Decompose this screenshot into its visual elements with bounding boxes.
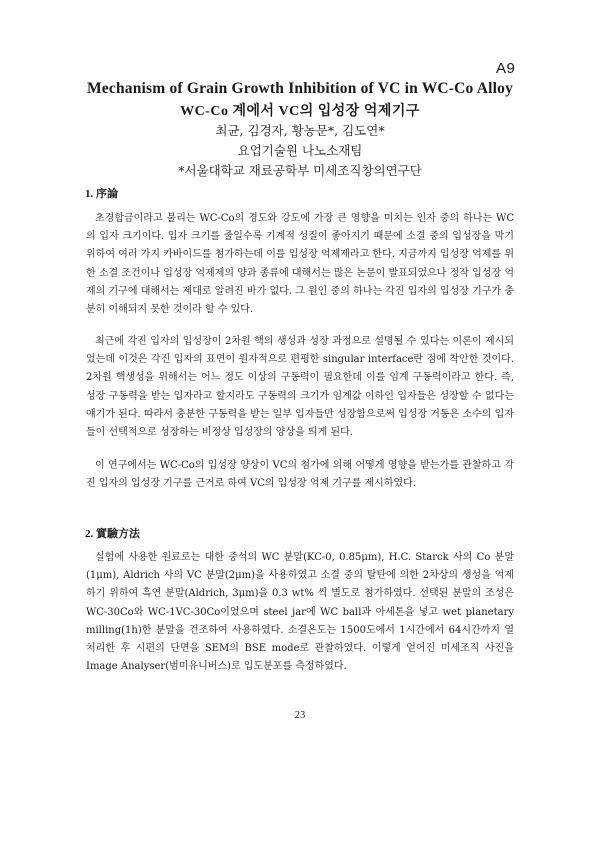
affiliation-1: 요업기술원 나노소재팀	[237, 143, 363, 158]
section-heading-methods: 2. 實驗方法	[85, 528, 140, 540]
title-korean: WC-Co 계에서 VC의 입성장 억제기구	[180, 104, 420, 119]
paragraph: 초경합금이라고 불리는 WC-Co의 경도와 강도에 가장 큰 영향을 미치는 인자 중의 하나는 WC의 입자 크기이다. 입자 크기를 줄일수록 기계적 성질이 좋아지기 때문에 소결 중의 입성장을 막기 위하여 여러 가지 카바이드를 첨가하는데 이를 입성장 억제제라고 한다. 지금까지 입성장 억제를 위한 소결 조건이나 입성장 억제제의 양과 종류에 대해서는 많은 논문이 발표되었으나 정작 입성장 억제의 기구에 대해서는 제대로 알려진 바가 없다. 그 원인 중의 하나는 각진 입자의 입성장 기구가 충분히 이해되지 못한 것이라 할 수 있다.	[86, 213, 514, 316]
affiliation-2: *서울대학교 재료공학부 미세조직창의연구단	[178, 163, 422, 178]
paragraph: 최근에 각진 입자의 입성장이 2차원 핵의 생성과 성장 과정으로 설명될 수 있다는 이론이 제시되었는데 이것은 각진 입자의 표면이 원자적으로 편평한 singular interface란 점에 착안한 것이다. 2차원 핵생성을 위해서는 어느 정도 이상의 구동력이 필요한데 이를 임계 구동력이라고 한다. 즉, 성장 구동력을 받는 입자라고 할지라도 구동력의 크기가 임계값 이하인 입자들은 성장할 수 없다는 얘기가 된다. 따라서 충분한 구동력을 받는 일부 입자들만 성장함으로써 입성장 거동은 소수의 입자들이 선택적으로 성장하는 비정상 입성장의 양상을 띄게 된다.	[86, 336, 514, 439]
section-heading-introduction: 1. 序論	[85, 188, 118, 200]
page-number: 23	[294, 710, 306, 721]
paragraph: 실험에 사용한 원료로는 대한 중석의 WC 분말(KC-0, 0.85μm), H.C. Starck 사의 Co 분말(1μm), Aldrich 사의 VC 분말(2μm)을 사용하였고 소결 중의 탈탄에 의한 2차상의 생성을 억제하기 위하여 흑연 분말(Aldrich, 3μm)을 0.3 wt% 씩 별도로 첨가하였다. 선택된 분말의 조성은 WC-30Co와 WC-1VC-30Co이었으며 steel jar에 WC ball과 아세톤을 넣고 wet planetary milling(1h)한 분말을 건조하여 사용하였다. 소결온도는 1500도에서 1시간에서 64시간까지 열처리한 후 시편의 단면을 SEM의 BSE mode로 관찰하였다. 이렇게 얻어진 미세조직 사진을 Image Analyser(범미유니버스)로 입도분포를 측정하였다.	[86, 552, 514, 673]
paragraph: 이 연구에서는 WC-Co의 입성장 양상이 VC의 첨가에 의해 어떻게 영향을 받는가를 관찰하고 각진 입자의 입성장 기구를 근거로 하여 VC의 입성장 억제 기구를 제시하였다.	[86, 460, 514, 490]
page-code: A9	[496, 60, 516, 77]
authors: 최균, 김경자, 황농문*, 김도연*	[215, 123, 385, 138]
title-english: Mechanism of Grain Growth Inhibition of VC in WC-Co Alloy	[86, 80, 514, 97]
